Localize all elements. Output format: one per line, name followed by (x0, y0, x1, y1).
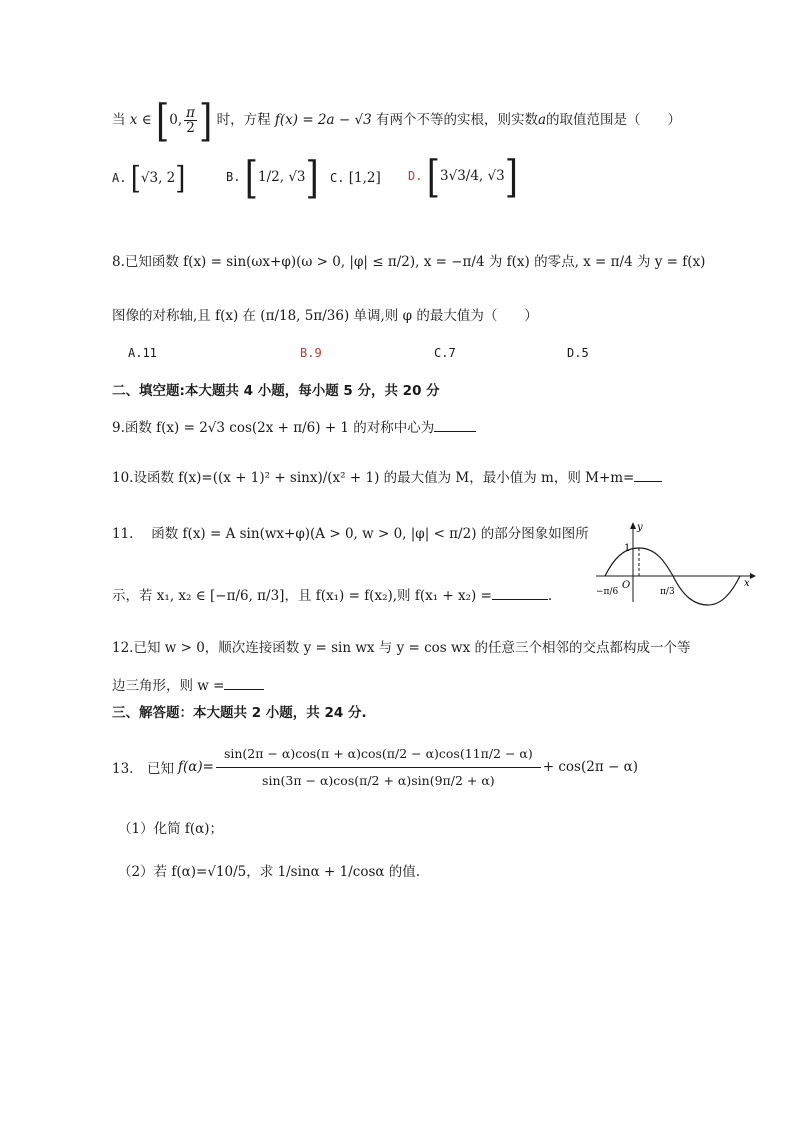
q7-bracket-right: ] (199, 94, 213, 147)
q12-answer-blank[interactable] (224, 689, 264, 690)
q7-choice-b: B. [1/2, √3] (226, 151, 319, 204)
q8-choice-c: C.7 (434, 346, 456, 360)
q8-text-line2: 图像的对称轴,且 f(x) 在 (π/18, 5π/36) 单调,则 φ 的最大值为（ ） (112, 308, 538, 324)
q8-line1 (112, 242, 705, 282)
q13-intro: 13. 已知 (112, 761, 174, 777)
q9-line (112, 408, 476, 448)
q7-choice-d: D. [3√3/4, √3] (408, 150, 518, 203)
q13-formula (112, 727, 638, 807)
q7-pi-half: $\frac{\pi}{2}$ (186, 104, 196, 136)
q7-bracket-left: [ (156, 94, 170, 147)
q7-cond: x ∈ (129, 112, 152, 128)
q8-choice-d: D.5 (567, 346, 589, 360)
q7-var: a (537, 112, 547, 128)
q13-numerator: sin(2π − α)cos(π + α)cos(π/2 − α)cos(11π/2 − α) (216, 741, 541, 767)
q8-line2 (112, 296, 538, 336)
q13-denominator: sin(3π − α)cos(π/2 + α)sin(9π/2 + α) (262, 772, 495, 788)
q8-choice-a: A.11 (128, 346, 157, 360)
q7-mid: 时，方程 (216, 112, 271, 128)
q11-line2: 示，若 x₁, x₂ ∈ [−π/6, π/3]，且 f(x₁) = f(x₂),则 f(x₁ + x₂) = . (112, 588, 553, 604)
graph-one-label: 1 (624, 543, 631, 554)
q7-prefix: 当 (112, 112, 126, 128)
q8-choice-b: B.9 (300, 346, 322, 360)
q7-suffix: 有两个不等的实根，则实数 (375, 112, 538, 128)
q7-choice-c: C. [1,2] (330, 170, 381, 186)
section3-title: 三、解答题：本大题共 2 小题，共 24 分. (112, 705, 367, 721)
q7-equation: f(x) = 2a − √3 (274, 112, 372, 128)
section2-title: 二、填空题:本大题共 4 小题，每小题 5 分，共 20 分 (112, 383, 440, 399)
q13-plus: + cos(2π − α) (542, 759, 638, 775)
q13-part1: （1）化简 f(α)； (118, 821, 224, 837)
q7-interval-start: 0, (169, 112, 183, 128)
q8-number: 8. (112, 254, 125, 270)
q11-answer-blank[interactable] (492, 599, 548, 600)
q11-line1 (112, 514, 589, 554)
graph-neg-tick: −π/6 (596, 587, 619, 597)
q9-text: 9.函数 f(x) = 2√3 cos(2x + π/6) + 1 的对称中心为 (112, 420, 435, 436)
q12-line2 (112, 668, 264, 704)
y-axis-arrow (630, 522, 636, 529)
q11-text-line1: 11. 函数 f(x) = A sin(wx+φ)(A > 0, w > 0, |φ| < π/2) 的部分图象如图所 (112, 526, 589, 542)
q10-answer-blank[interactable] (634, 481, 662, 482)
q13-fa: f(α)= (177, 759, 214, 775)
q11-text-line2: 示，若 x₁, x₂ ∈ [−π/6, π/3]，且 f(x₁) = f(x₂),则 f(x₁ + x₂) = (112, 588, 492, 604)
q12-text-line2: 边三角形，则 w = (112, 678, 225, 694)
q12-text-line1: 12.已知 w > 0，顺次连接函数 y = sin wx 与 y = cos wx 的任意三个相邻的交点都构成一个等 (112, 640, 691, 656)
graph-origin-label: O (622, 580, 631, 591)
q10-text: 10.设函数 f(x)=((x + 1)² + sinx)/(x² + 1) 的最大值为 M，最小值为 m，则 M+m= (112, 470, 635, 486)
q7-tail: 的取值范围是（ ） (546, 112, 682, 128)
q9-answer-blank[interactable] (434, 431, 476, 432)
q11-sine-graph (590, 518, 760, 610)
graph-x-label: x (744, 578, 750, 589)
graph-pos-tick: π/3 (660, 587, 675, 597)
graph-y-label: y (637, 522, 643, 533)
q10-line (112, 460, 662, 496)
q7-choice-a: A. [√3, 2] (112, 160, 186, 197)
x-axis-arrow (750, 573, 756, 579)
q7-line (112, 94, 682, 147)
q13-part2: （2）若 f(α)=√10/5，求 1/sinα + 1/cosα 的值. (118, 864, 421, 880)
q8-text-line1: 已知函数 f(x) = sin(ωx+φ)(ω > 0, |φ| ≤ π/2), x = −π/4 为 f(x) 的零点, x = π/4 为 y = f(x) (124, 254, 706, 270)
q13-fraction (216, 741, 541, 792)
q12-line1 (112, 628, 690, 668)
